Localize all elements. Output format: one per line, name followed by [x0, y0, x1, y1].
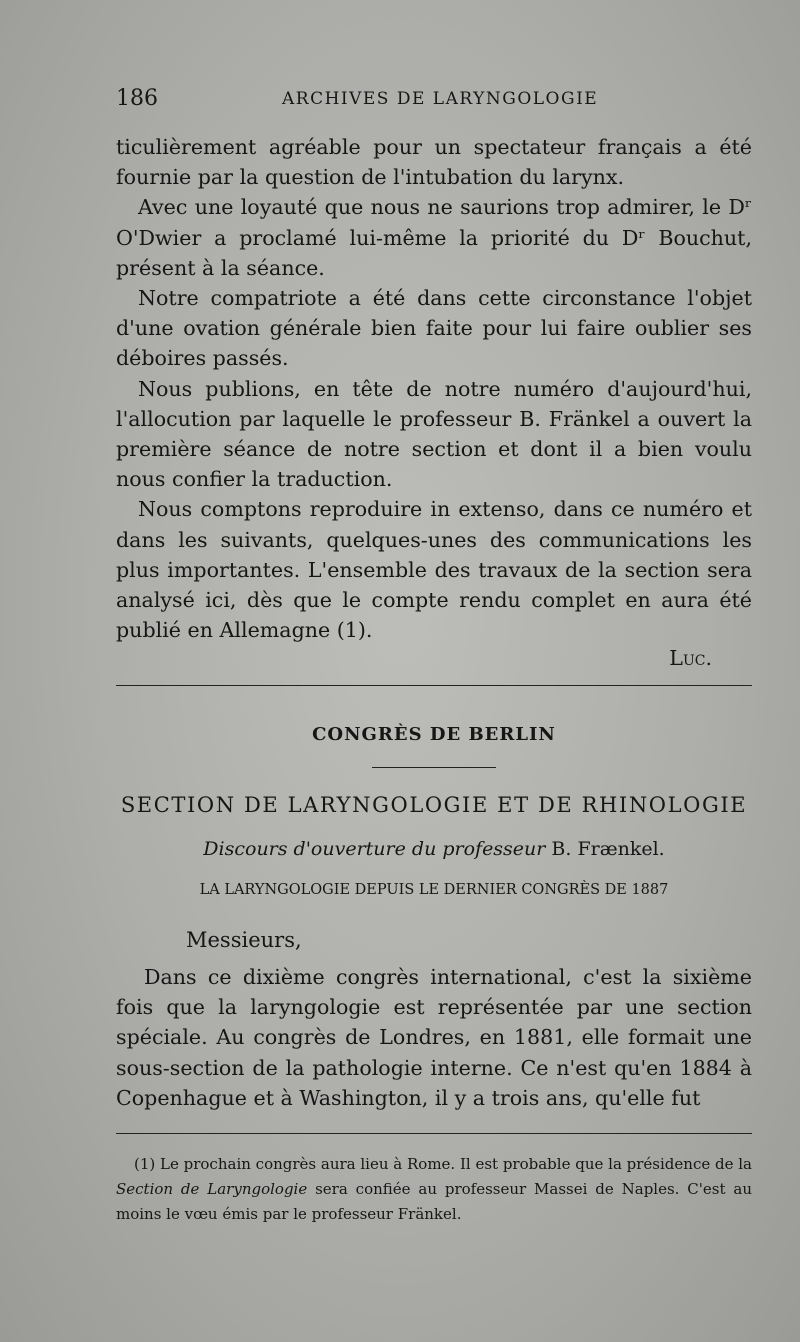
subtitle: LA LARYNGOLOGIE DEPUIS LE DERNIER CONGRÈS DE 1887	[199, 882, 669, 898]
congress-title: CONGRÈS DE BERLIN	[312, 724, 556, 745]
footnote-divider	[116, 1133, 752, 1134]
signature: Luc.	[669, 646, 712, 670]
section-divider	[116, 685, 752, 686]
discourse-author: B. Frænkel.	[551, 838, 665, 860]
discourse-label: Discours d'ouverture du professeur	[203, 838, 546, 860]
paragraph: Nous comptons reproduire in extenso, dans ce numéro et dans les suivants, quelques-unes des communications les plus importantes. L'ensemble des travaux de la section sera analysé ici, dès que le compte rendu complet en aura été publié en Allemagne (1).	[116, 497, 752, 643]
page-number: 186	[116, 86, 158, 111]
footnote	[116, 1152, 752, 1227]
journal-title: ARCHIVES DE LARYNGOLOGIE	[282, 89, 599, 109]
paragraph: Notre compatriote a été dans cette circonstance l'objet d'une ovation générale bien faite pour lui faire oublier ses déboires passés.	[116, 286, 752, 371]
paragraph: Avec une loyauté que nous ne saurions trop admirer, le Dʳ O'Dwier a proclamé lui-même la priorité du Dʳ Bouchut, présent à la séance.	[116, 195, 752, 280]
title-underline	[372, 767, 496, 768]
discourse-line	[116, 838, 752, 860]
footnote-italic: Section de Laryngologie	[116, 1180, 308, 1198]
footnote-before: (1) Le prochain congrès aura lieu à Rome. Il est probable que la présidence de la	[134, 1155, 752, 1173]
paragraph: ticulièrement agréable pour un spectateur français a été fournie par la question de l'intubation du larynx.	[116, 135, 752, 190]
intro-text	[116, 132, 752, 645]
speech-text	[116, 962, 752, 1113]
section-title: SECTION DE LARYNGOLOGIE ET DE RHINOLOGIE	[120, 793, 748, 817]
salutation: Messieurs,	[186, 928, 302, 952]
running-head	[116, 86, 752, 116]
paragraph: Dans ce dixième congrès international, c'est la sixième fois que la laryngologie est représentée par une section spéciale. Au congrès de Londres, en 1881, elle formait une sous-section de la pathologie interne. Ce n'est qu'en 1884 à Copenhague et à Washington, il y a trois ans, qu'elle fut	[116, 965, 752, 1110]
paragraph: Nous publions, en tête de notre numéro d'aujourd'hui, l'allocution par laquelle le professeur B. Fränkel a ouvert la première séance de notre section et dont il a bien voulu nous confier la traduction.	[116, 376, 752, 492]
footnote-text	[116, 1152, 752, 1227]
footnote-after: sera confiée au professeur Massei de Naples. C'est au moins le vœu émis par le professeur Fränkel.	[116, 1180, 752, 1223]
